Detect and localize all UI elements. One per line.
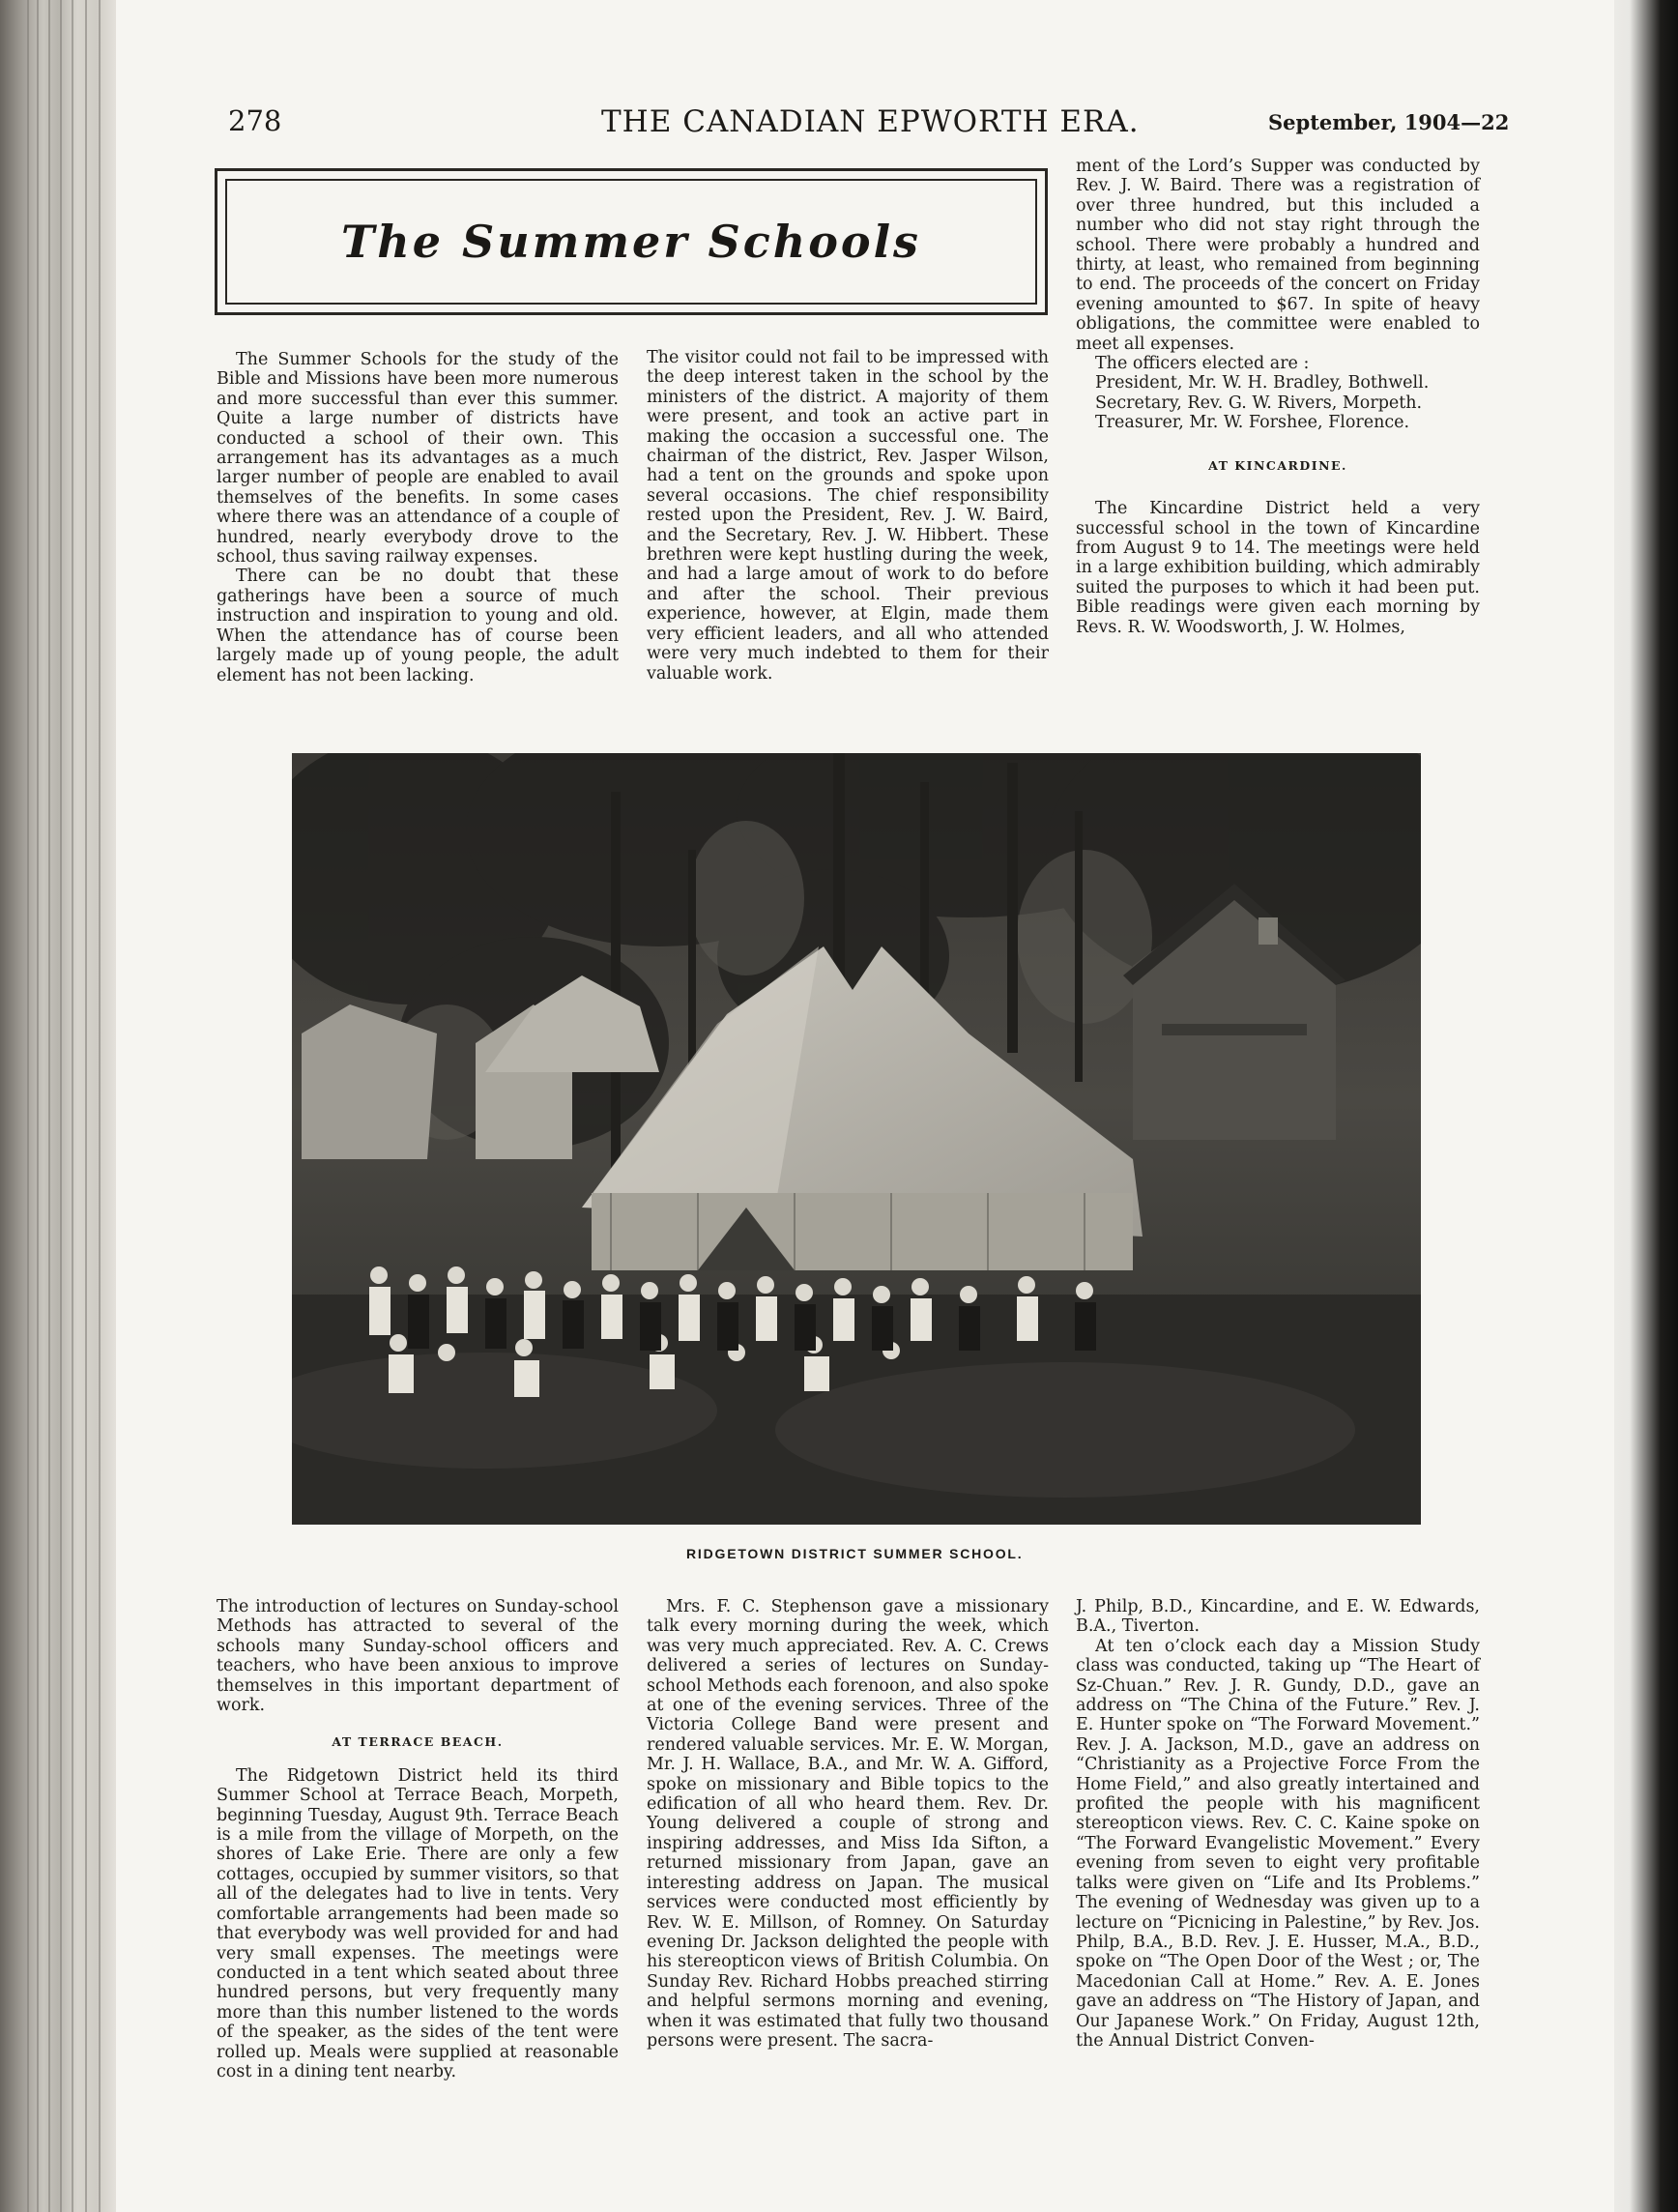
paragraph: There can be no doubt that these gatherings have been a source of much instruction and inspiration to young and old. When the attendance has of course been largely made up of young people, the adult element has not been lacking. [217,567,619,685]
paragraph: The Summer Schools for the study of the Bible and Missions have been more numerous and more successful than ever this summer. Quite a large number of districts have conducted a school of their own. This arrangement has its advantages as a much larger number of people are enabled to avail themselves of the benefits. In some cases where there was an attendance of a couple of hundred, nearly everybody drove to the school, thus saving railway expenses. [217,350,619,568]
column-3-bottom [1076,1597,1480,2051]
column-1-top [217,350,619,685]
paragraph: The visitor could not fail to be impressed with the deep interest taken in the school by the ministers of the district. A majority of them were present, and took an active part in making the occasion a successful one. The chairman of the district, Rev. Jasper Wilson, had a tent on the grounds and spoke upon several occasions. The chief responsibility rested upon the President, Rev. J. W. Baird, and the Secretary, Rev. J. W. Hibbert. These brethren were kept hustling during the week, and had a large amout of work to do before and after the school. Their previous experience, however, at Elgin, made them very efficient leaders, and all who attended were very much indebted to them for their valuable work. [647,348,1049,684]
spine-page-edges [0,0,116,2212]
book-spine-gutter [0,0,116,2212]
paragraph: The Kincardine District held a very successful school in the town of Kincardine from August 9 to 14. The meetings were held in a large exhibition building, which admirably suited the purposes to which it had been put. Bible readings were given each morning by Revs. R. W. Woodsworth, J. W. Holmes, [1076,499,1480,637]
page-number: 278 [228,104,282,137]
column-2-top [647,348,1049,684]
officer-treasurer: Treasurer, Mr. W. Forshee, Florence. [1095,413,1410,433]
ridgetown-summer-school-photo [292,753,1421,1525]
officer-president: President, Mr. W. H. Bradley, Bothwell. [1095,373,1430,393]
paragraph: J. Philp, B.D., Kincardine, and E. W. Edwards, B.A., Tiverton. [1076,1597,1480,1637]
paragraph: At ten o’clock each day a Mission Study class was conducted, taking up “The Heart of Sz-Chuan.” Rev. J. R. Gundy, D.D., gave an address on “The China of the Future.” Rev. J. E. Hunter spoke on “The Forward Movement.” Rev. J. A. Jackson, M.D., gave an address on “Christianity as a Projective Force From the Home Field,” and also greatly intertained and profited the people with his magnificent stereopticon views. Rev. C. C. Kaine spoke on “The Forward Evangelistic Movement.” Every evening from seven to eight very profitable talks were given on “Life and Its Problems.” The evening of Wednesday was given up to a lecture on “Picnicing in Palestine,” by Rev. Jos. Philp, B.A., B.D. Rev. J. E. Husser, M.A., B.D., spoke on “The Open Door of the West ; or, The Macedonian Call at Home.” Rev. A. E. Jones gave an address on “The History of Japan, and Our Japanese Work.” On Friday, August 12th, the Annual District Conven- [1076,1636,1480,2051]
section-heading-terrace-beach: AT TERRACE BEACH. [332,1734,504,1750]
section-heading-kincardine: AT KINCARDINE. [1208,457,1347,473]
column-1-bottom [217,1597,619,2081]
publication-title: THE CANADIAN EPWORTH ERA. [601,104,1140,139]
officers-heading: The officers elected are : [1095,354,1310,374]
article-title-box [215,168,1048,315]
paragraph: ment of the Lord’s Supper was conducted by Rev. J. W. Baird. There was a registration of over three hundred, but this included a number who did not stay right through the school. There were probably a hundred and thirty, at least, who remained from beginning to end. The proceeds of the concert on Friday evening amounted to $67. In spite of heavy obligations, the committee were enabled to meet all expenses. [1076,157,1480,354]
photo-caption: RIDGETOWN DISTRICT SUMMER SCHOOL. [686,1546,1024,1561]
column-3-top [1076,157,1480,637]
issue-date: September, 1904—22 [1268,110,1510,134]
column-2-bottom [647,1597,1049,2051]
officer-secretary: Secretary, Rev. G. W. Rivers, Morpeth. [1095,393,1423,413]
paragraph: The introduction of lectures on Sunday-school Methods has attracted to several of the schools many Sunday-school officers and teachers, who have been anxious to improve themselves in this important department of work. [217,1597,619,1716]
paragraph: The Ridgetown District held its third Summer School at Terrace Beach, Morpeth, beginning Tuesday, August 9th. Terrace Beach is a mile from the village of Morpeth, on the shores of Lake Erie. There are only a few cottages, occupied by summer visitors, so that all of the delegates had to live in tents. Very comfortable arrangements had been made so that everybody was well provided for and had very small expenses. The meetings were conducted in a tent which seated about three hundred persons, but very frequently many more than this number listened to the words of the speaker, as the sides of the tent were rolled up. Meals were supplied at reasonable cost in a dining tent nearby. [217,1765,619,2081]
article-title: The Summer Schools [341,216,921,268]
article-title-frame [225,179,1037,305]
paragraph: Mrs. F. C. Stephenson gave a missionary talk every morning during the week, which was very much appreciated. Rev. A. C. Crews delivered a series of lectures on Sunday-school Methods each forenoon, and also spoke at one of the evening services. Three of the Victoria College Band were present and rendered valuable services. Mr. E. W. Morgan, Mr. J. H. Wallace, B.A., and Mr. W. A. Gifford, spoke on missionary and Bible topics to the edification of all who heard them. Rev. Dr. Young delivered a couple of strong and inspiring addresses, and Miss Ida Sifton, a returned missionary from Japan, gave an interesting address on Japan. The musical services were conducted most efficiently by Rev. W. E. Millson, of Romney. On Saturday evening Dr. Jackson delighted the people with his stereopticon views of British Columbia. On Sunday Rev. Richard Hobbs preached stirring and helpful sermons morning and evening, when it was estimated that fully two thousand persons were present. The sacra- [647,1597,1049,2051]
